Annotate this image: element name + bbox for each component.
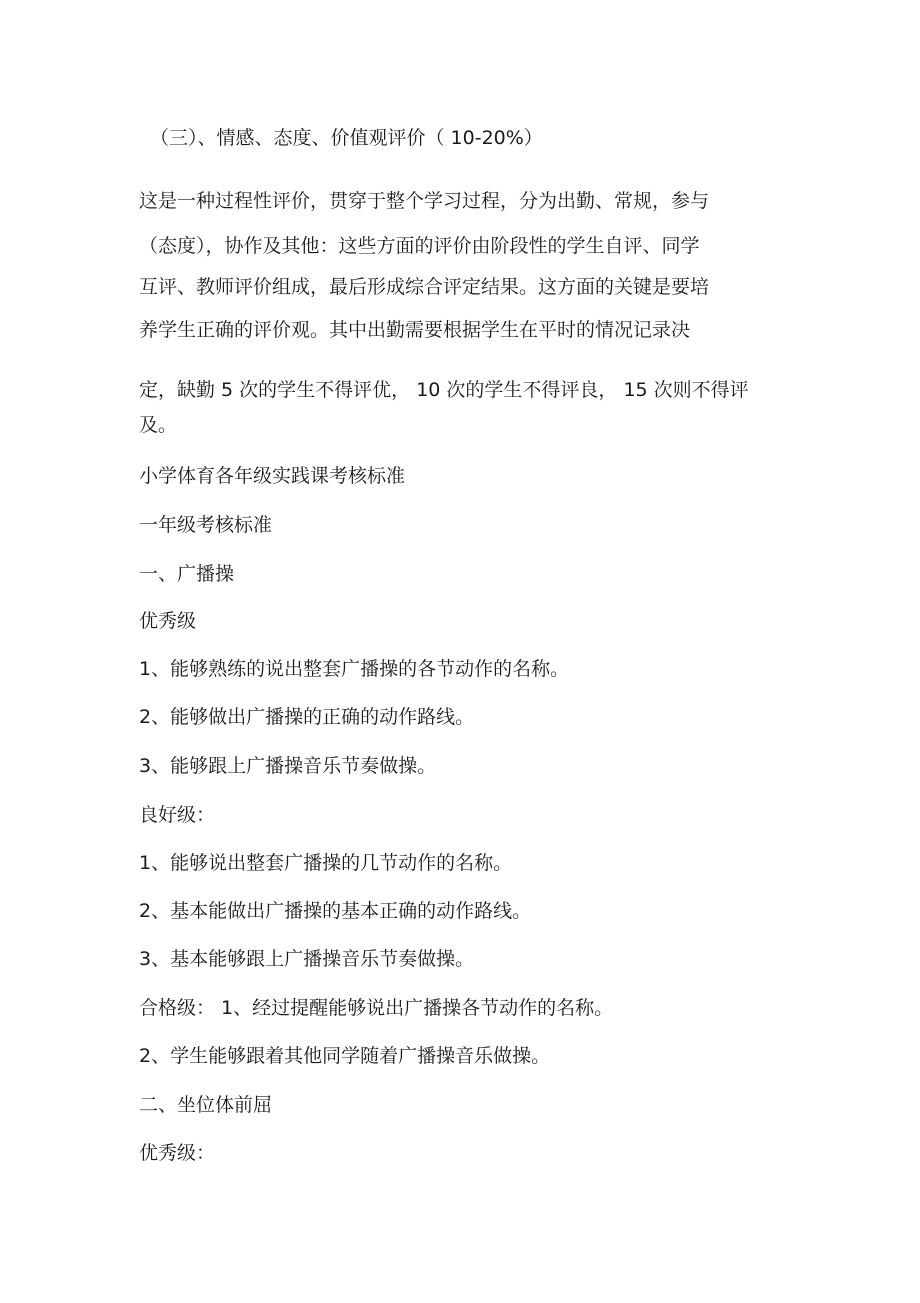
paragraph-line-6: 及。: [139, 414, 178, 436]
grade-title: 一年级考核标准: [139, 514, 273, 536]
good-label: 良好级：: [139, 804, 216, 826]
pass-line: 合格级： 1、经过提醒能够说出广播操各节动作的名称。: [139, 997, 614, 1019]
good-item-2: 2、基本能做出广播操的基本正确的动作路线。: [139, 900, 532, 922]
paragraph-line-4: 养学生正确的评价观。其中出勤需要根据学生在平时的情况记录决: [139, 319, 691, 341]
excellent-item-2: 2、能够做出广播操的正确的动作路线。: [139, 706, 475, 728]
excellent-item-3: 3、能够跟上广播操音乐节奏做操。: [139, 755, 437, 777]
pass-item-2: 2、学生能够跟着其他同学随着广播操音乐做操。: [139, 1045, 551, 1067]
standards-title: 小学体育各年级实践课考核标准: [139, 465, 406, 487]
paragraph-line-3: 互评、教师评价组成，最后形成综合评定结果。这方面的关键是要培: [139, 276, 710, 298]
paragraph-line-2: （态度），协作及其他：这些方面的评价由阶段性的学生自评、同学: [139, 235, 700, 257]
item2-title: 二、坐位体前屈: [139, 1094, 273, 1116]
excellent-label: 优秀级: [139, 610, 197, 632]
excellent-item-1: 1、能够熟练的说出整套广播操的各节动作的名称。: [139, 658, 570, 680]
excellent-label-2: 优秀级：: [139, 1142, 216, 1164]
paragraph-line-1: 这是一种过程性评价，贯穿于整个学习过程，分为出勤、常规，参与: [139, 190, 710, 212]
paragraph-line-5: 定，缺勤 5 次的学生不得评优， 10 次的学生不得评良， 15 次则不得评: [139, 379, 749, 401]
section-heading: （三）、情感、态度、价值观评价（ 10-20%）: [150, 127, 543, 149]
item1-title: 一、广播操: [139, 563, 235, 585]
good-item-3: 3、基本能够跟上广播操音乐节奏做操。: [139, 948, 475, 970]
good-item-1: 1、能够说出整套广播操的几节动作的名称。: [139, 852, 513, 874]
